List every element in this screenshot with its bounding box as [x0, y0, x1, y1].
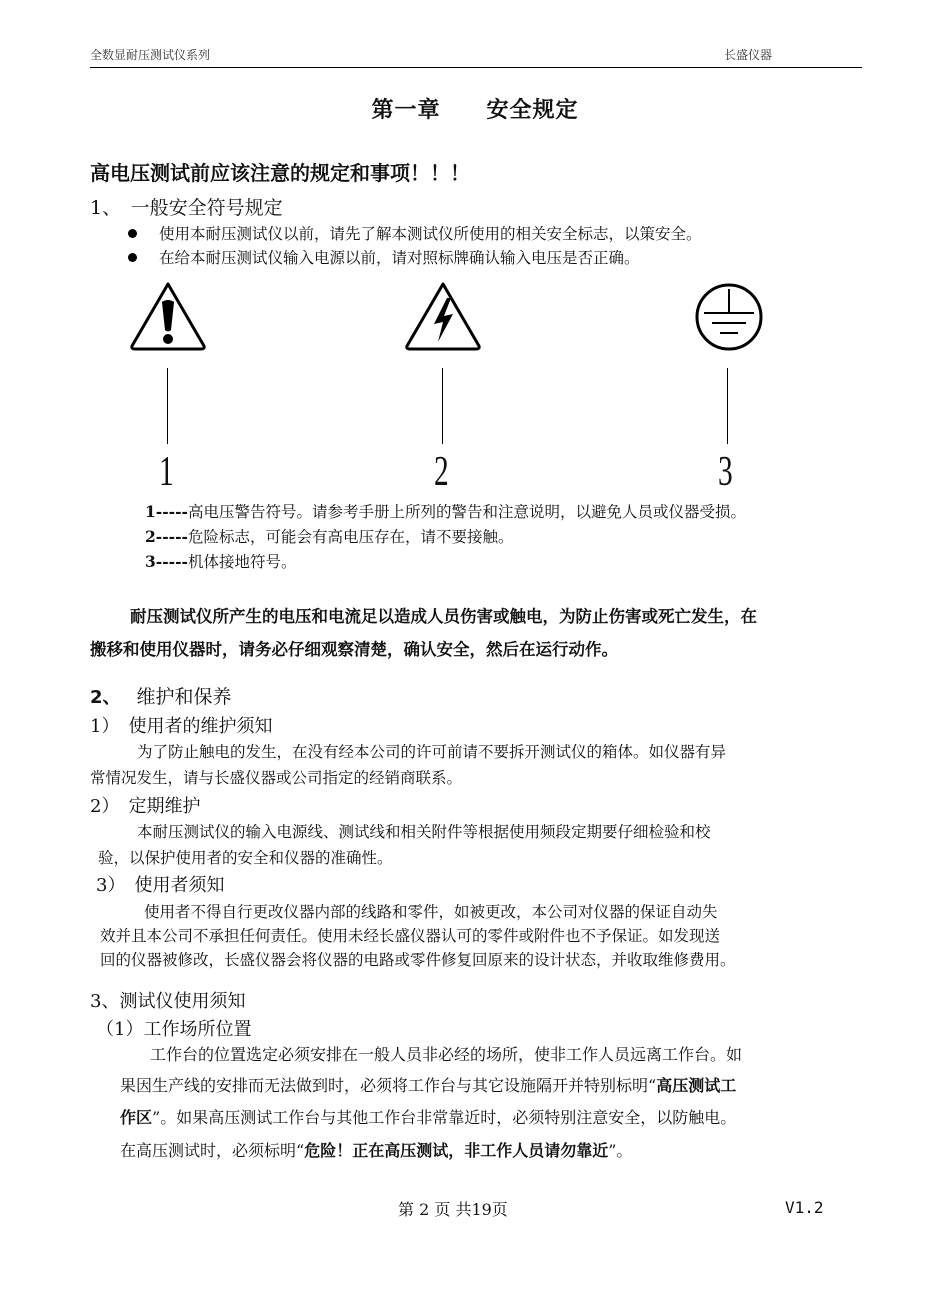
section2-item3-line2: 效并且本公司不承担任何责任。使用未经长盛仪器认可的零件或附件也不予保证。如发现送 — [100, 927, 721, 945]
bullet-dot-icon — [128, 229, 137, 238]
bullet-dot-icon — [128, 253, 137, 262]
section3-subtitle: （1）工作场所位置 — [96, 1019, 252, 1040]
section2-item2-line1: 本耐压测试仪的输入电源线、测试线和相关附件等根据使用频段定期要仔细检验和校 — [137, 823, 711, 841]
header-right: 长盛仪器 — [724, 48, 773, 62]
section3-line2: 果因生产线的安排而无法做到时，必须将工作台与其它设施隔开并特别标明“高压测试工 — [120, 1076, 737, 1095]
symbol-leader-line-1 — [167, 368, 168, 444]
section3-line3: 作区”。如果高压测试工作台与其他工作台非常靠近时，必须特别注意安全，以防触电。 — [120, 1108, 737, 1127]
section2-item2-title: 2） 定期维护 — [90, 796, 201, 817]
safety-notice-line-1: 耐压测试仪所产生的电压和电流足以造成人员伤害或触电，为防止伤害或死亡发生，在 — [130, 607, 757, 626]
high-voltage-icon — [403, 280, 483, 352]
legend-item-1: 1-----高电压警告符号。请参考手册上所列的警告和注意说明，以避免人员或仪器受损。 — [145, 502, 746, 521]
section3-line4: 在高压测试时，必须标明“危险！正在高压测试，非工作人员请勿靠近”。 — [120, 1141, 633, 1160]
section2-item1-line2: 常情况发生，请与长盛仪器或公司指定的经销商联系。 — [90, 769, 463, 787]
exclamation-warning-icon — [128, 280, 208, 352]
section1-title: 1、 一般安全符号规定 — [90, 197, 283, 219]
legend-item-3: 3-----机体接地符号。 — [145, 552, 297, 571]
section2-item2-line2: 验，以保护使用者的安全和仪器的准确性。 — [98, 849, 393, 867]
section2-title: 2、 维护和保养 — [90, 686, 232, 708]
page-number: 第 2 页 共19页 — [398, 1200, 508, 1219]
header-left: 全数显耐压测试仪系列 — [90, 48, 211, 62]
header-rule — [90, 67, 862, 68]
section2-item3-title: 3） 使用者须知 — [96, 875, 225, 896]
symbol-number-1: 1 — [159, 449, 174, 495]
safety-notice-line-2: 搬移和使用仪器时，请务必仔细观察清楚，确认安全，然后在运行动作。 — [90, 640, 618, 659]
symbol-number-2: 2 — [434, 449, 449, 495]
section2-item3-line1: 使用者不得自行更改仪器内部的线路和零件，如被更改，本公司对仪器的保证自动失 — [144, 903, 718, 921]
section2-item1-line1: 为了防止触电的发生，在没有经本公司的许可前请不要拆开测试仪的箱体。如仪器有异 — [137, 743, 727, 761]
warning-heading: 高电压测试前应该注意的规定和事项！！！ — [90, 161, 470, 185]
chapter-title: 第一章 安全规定 — [371, 97, 579, 123]
section3-title: 3、测试仪使用须知 — [90, 991, 246, 1012]
ground-icon — [694, 283, 764, 353]
bullet-item-1: 使用本耐压测试仪以前，请先了解本测试仪所使用的相关安全标志，以策安全。 — [128, 222, 702, 244]
section3-line1: 工作台的位置选定必须安排在一般人员非必经的场所，使非工作人员远离工作台。如 — [150, 1045, 743, 1064]
symbol-leader-line-2 — [442, 368, 443, 444]
legend-item-2: 2-----危险标志，可能会有高电压存在，请不要接触。 — [145, 527, 514, 546]
section2-item3-line3: 回的仪器被修改，长盛仪器会将仪器的电路或零件修复回原来的设计状态，并收取维修费用。 — [100, 951, 736, 969]
section2-item1-title: 1） 使用者的维护须知 — [90, 716, 273, 737]
symbol-leader-line-3 — [727, 368, 728, 444]
symbol-number-3: 3 — [718, 449, 733, 495]
bullet-item-2: 在给本耐压测试仪输入电源以前，请对照标牌确认输入电压是否正确。 — [128, 246, 640, 268]
version-label: V1.2 — [785, 1198, 824, 1217]
